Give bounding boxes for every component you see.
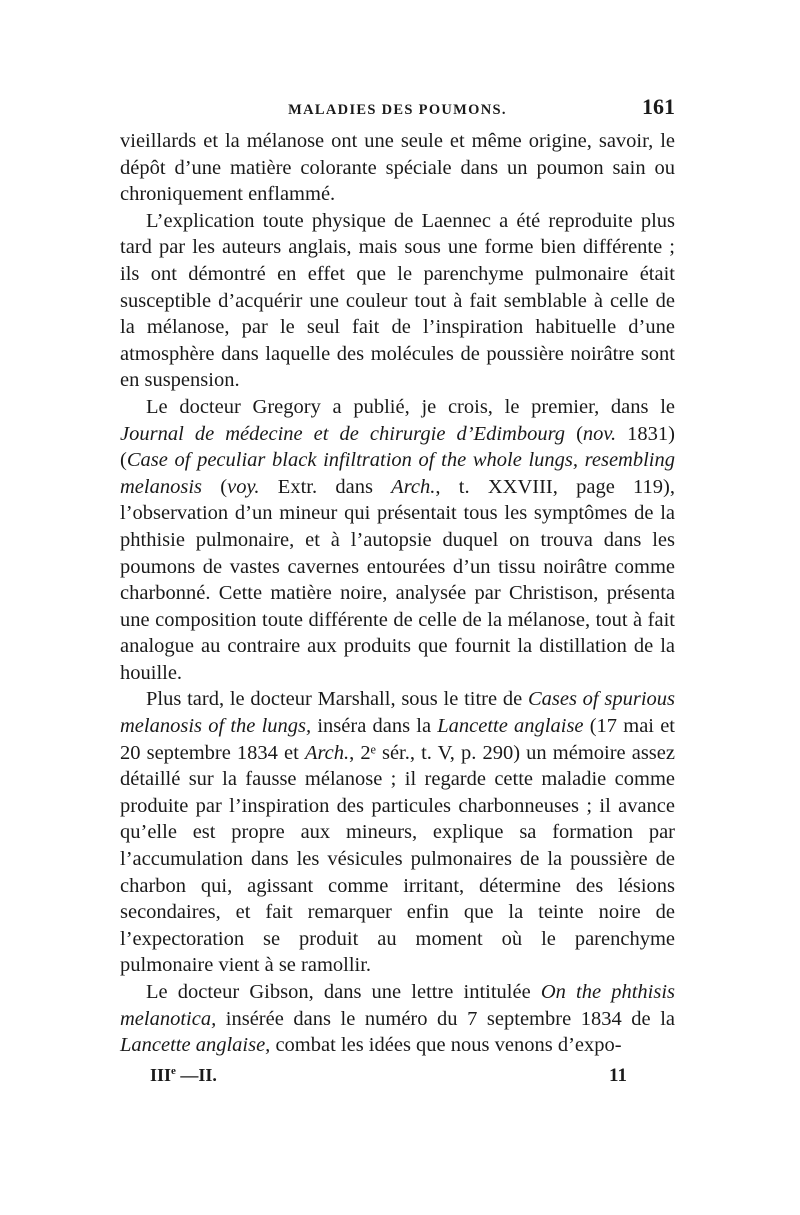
- running-head: [120, 88, 675, 128]
- text-run: (17 mai et 20 septembre 1834 et: [120, 715, 675, 764]
- italic-run: nov.: [582, 422, 617, 445]
- paragraph: [120, 686, 675, 979]
- text-run: 1831) (: [120, 422, 675, 472]
- text-run: L’explication toute physique de Laennec a été reproduite plus tard par les auteurs anglais, mais sous une forme bien différente ; ils ont démontré en effet que le parenchyme pulmonaire était susceptible d’acquérir une couleur tout à fait semblable à celle de la mélanose, par le seul fait de l’inspiration habituelle d’une atmosphère dans laquelle des molécules de poussière noirâtre sont en suspension.: [120, 209, 675, 392]
- text-run: , t. XXVIII, page 119), l’observation d’un mineur qui présentait tous les symptômes de la phthisie pulmonaire, et à l’autopsie duquel on trouva dans les poumons de vastes cavernes entourées d’un tissu noirâtre comme charbonné. Cette matière noire, analysée par Christison, présenta une composition toute différente de celle de la mélanose, tout à fait analogue au contraire aux produits que fournit la distillation de la houille.: [120, 475, 676, 684]
- text-run: insérée dans le numéro du 7 septembre 1834 de la: [216, 1007, 675, 1030]
- signature-sup: e: [171, 1064, 176, 1077]
- italic-run: Cases of spurious melanosis of the lungs,: [120, 688, 675, 738]
- running-title: MALADIES DES POUMONS.: [288, 102, 507, 118]
- text-run: combat les idées que nous venons d’expo-: [270, 1034, 622, 1057]
- text-run: Le docteur Gibson, dans une lettre intitulée: [146, 981, 541, 1003]
- italic-run: Lancette anglaise: [437, 715, 584, 738]
- paragraph: [120, 979, 675, 1059]
- text-run: inséra dans la: [311, 715, 438, 738]
- paragraph: [120, 128, 675, 208]
- text-run: (: [565, 422, 583, 445]
- italic-run: Arch.: [304, 741, 350, 764]
- text-run: , 2ᵉ sér., t. V, p. 290) un mémoire assez détaillé sur la fausse mélanose ; il regarde cette maladie comme produite par l’inspiration des particules charbonneuses ; il avance qu’elle est propre aux mineurs, explique sa formation par l’accumulation dans les vésicules pulmonaires de la poussière de charbon qui, agissant comme irritant, détermine des lésions secondaires, et fait remarquer enfin que la teinte noire de l’expectoration se produit au moment où le parenchyme pulmonaire vient à se ramollir.: [120, 741, 675, 977]
- body-text: [120, 128, 675, 1059]
- paragraph: [120, 208, 675, 394]
- text-run: Extr. dans: [259, 475, 392, 498]
- page-footer: [120, 1063, 675, 1093]
- italic-run: Case of peculiar black infiltration of the whole lungs, resembling melanosis: [120, 449, 675, 498]
- paragraph: [120, 394, 675, 687]
- sheet-number: 11: [609, 1064, 627, 1086]
- signature-main: III: [150, 1064, 172, 1085]
- text-run: Le docteur Gregory a publié, je crois, le premier, dans le: [146, 395, 675, 418]
- text-run: (: [202, 475, 228, 498]
- italic-run: On the phthisis melanotica,: [120, 981, 675, 1030]
- page-number: 161: [642, 94, 675, 119]
- book-page: [120, 88, 675, 1093]
- italic-run: Journal de médecine et de chirurgie d’Edimbourg: [120, 422, 566, 445]
- signature-mark: [150, 1065, 217, 1086]
- italic-run: Arch.: [391, 475, 436, 498]
- text-run: Plus tard, le docteur Marshall, sous le titre de: [146, 688, 528, 711]
- italic-run: Lancette anglaise,: [120, 1034, 271, 1057]
- italic-run: voy.: [227, 475, 260, 498]
- text-run: vieillards et la mélanose ont une seule et même origine, savoir, le dépôt d’une matière colorante spéciale dans un poumon sain ou chroniquement enflammé.: [120, 130, 675, 206]
- signature-tail: —II.: [175, 1064, 217, 1085]
